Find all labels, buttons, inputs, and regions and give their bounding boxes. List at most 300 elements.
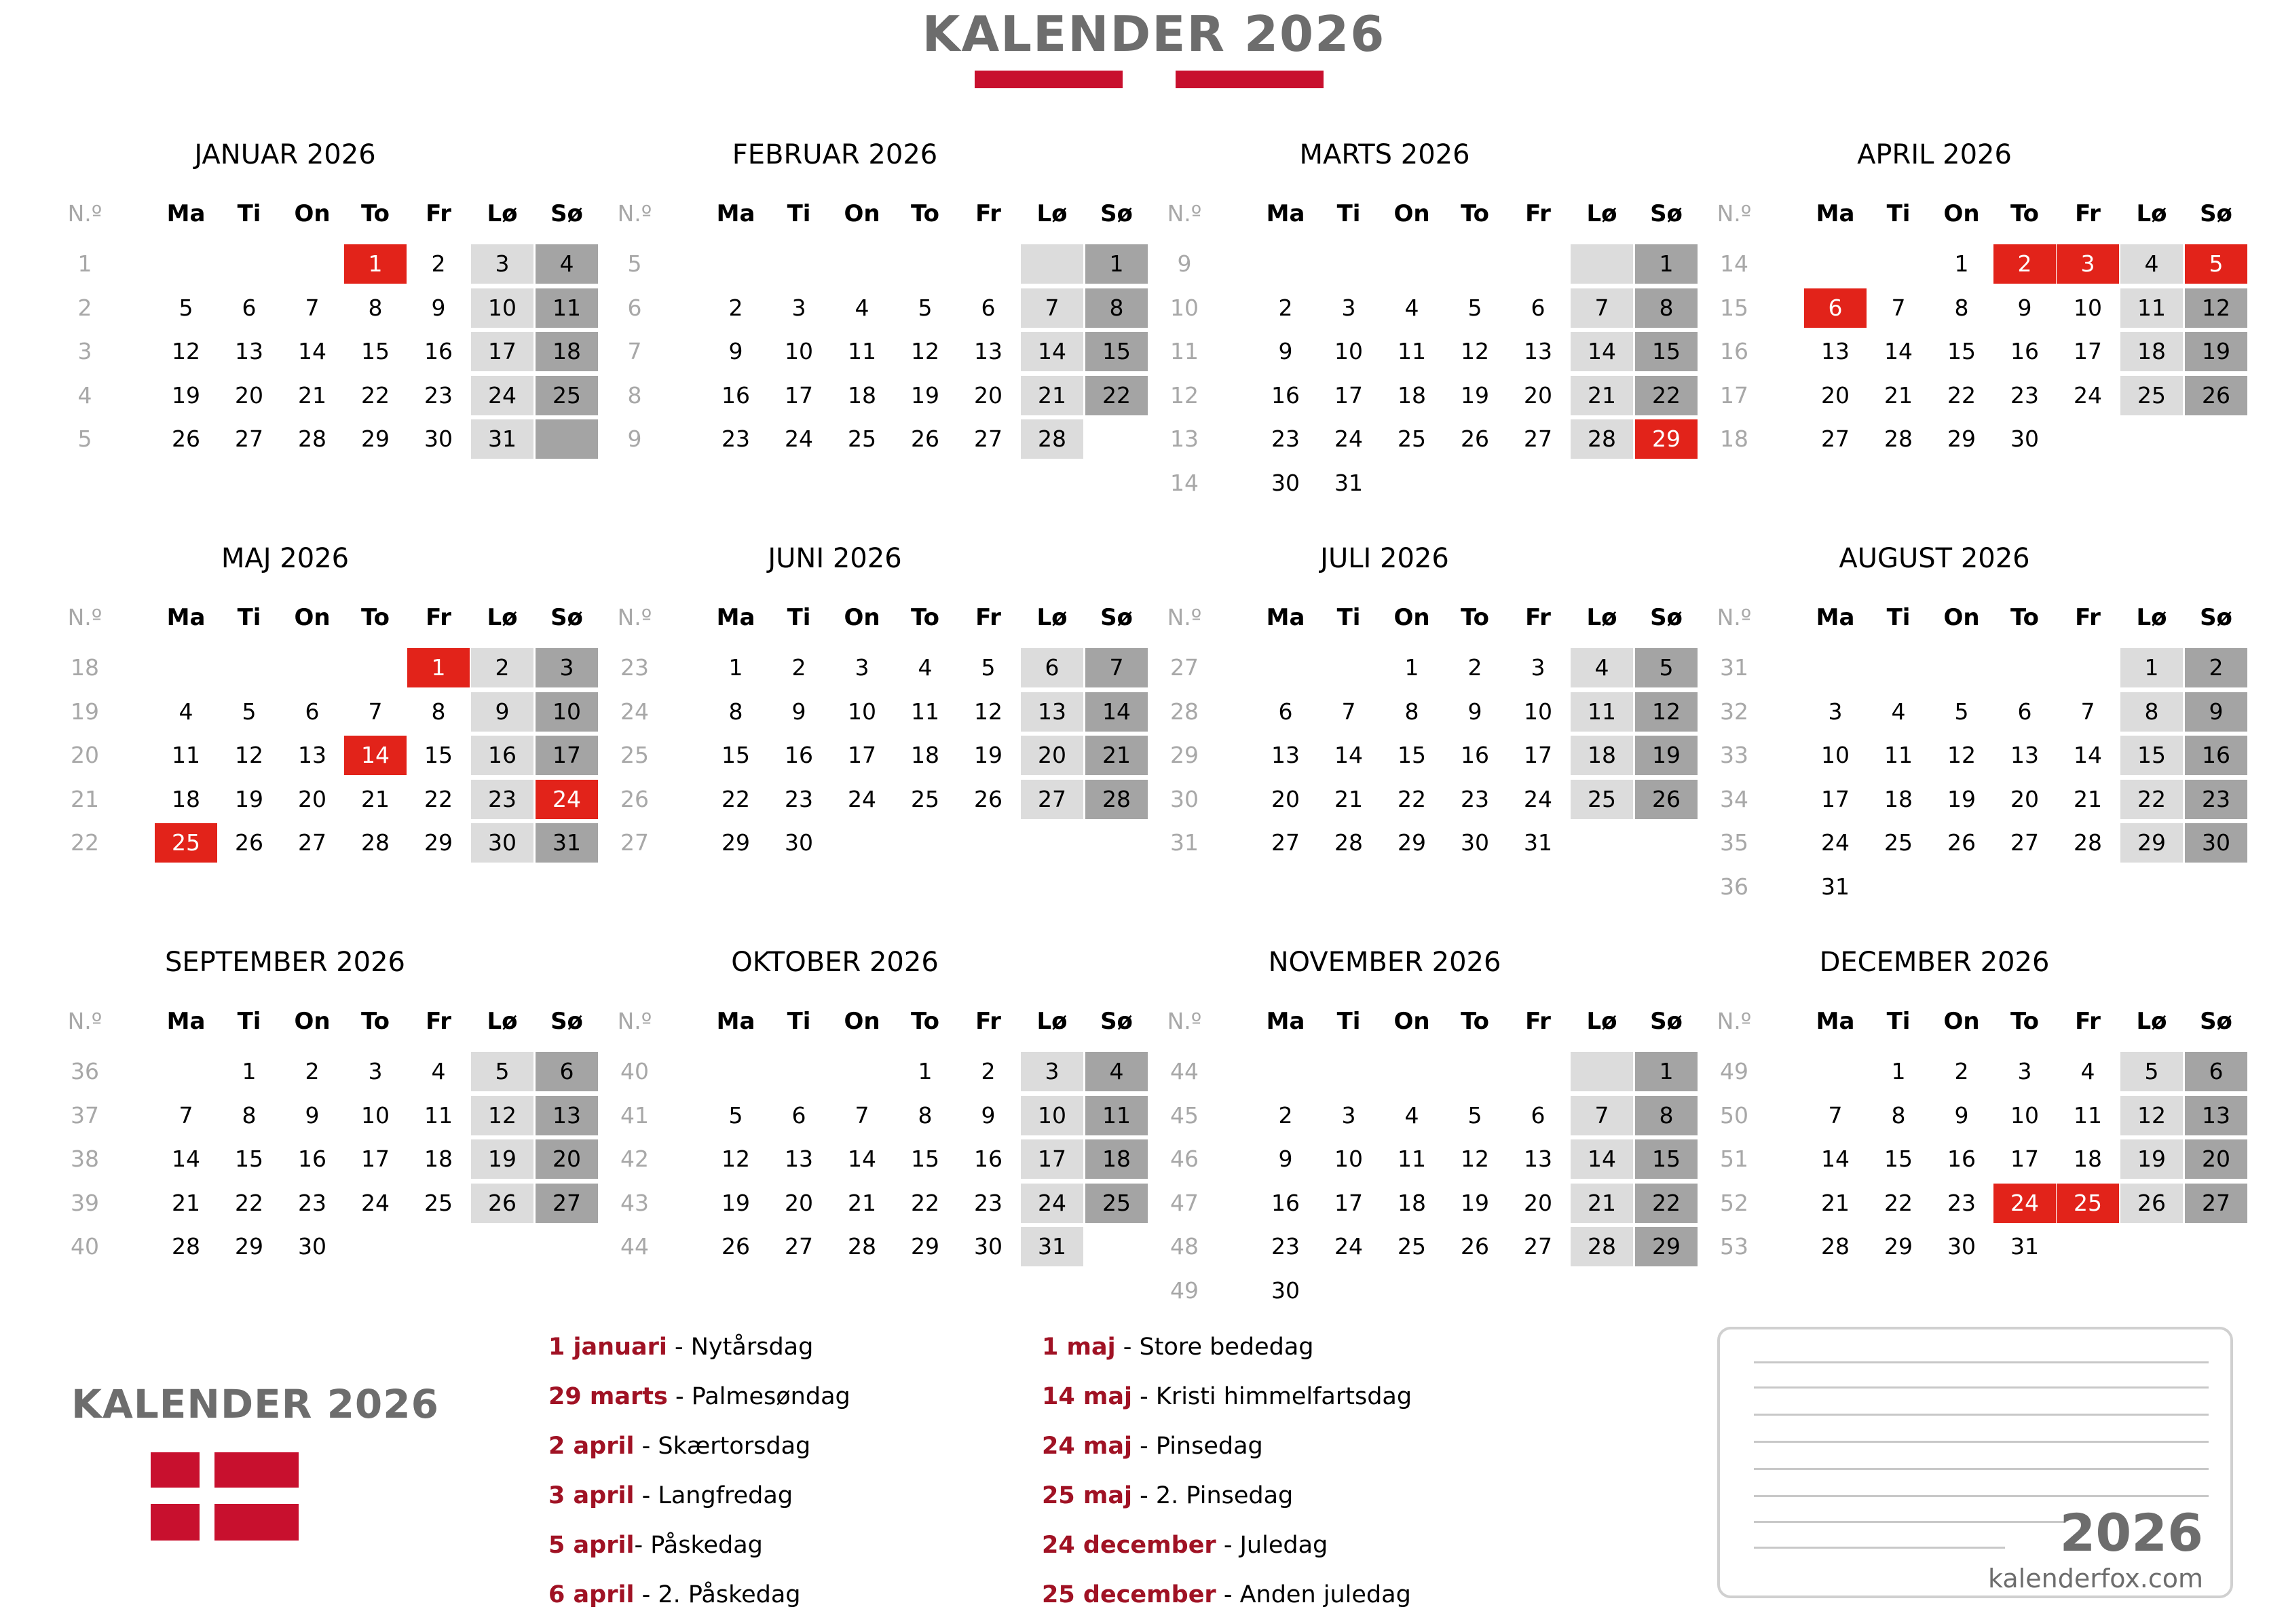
day-cell: 8: [1085, 288, 1148, 328]
weekday-header: Fr: [975, 604, 1001, 631]
weekday-header: To: [360, 200, 390, 227]
day-cell: 9: [1467, 698, 1482, 725]
weekday-header: Sø: [550, 604, 583, 631]
day-cell: 17: [471, 332, 533, 371]
day-cell: 27: [785, 1233, 813, 1260]
day-cell: 25: [1571, 780, 1633, 819]
week-number: 39: [71, 1189, 99, 1216]
week-number: 30: [1170, 785, 1199, 812]
day-cell: 28: [2074, 829, 2102, 856]
weekday-header: Ti: [787, 200, 811, 227]
day-cell: 16: [298, 1146, 326, 1172]
day-cell: 2: [2185, 648, 2247, 687]
holiday-date: 1 maj: [1042, 1334, 1116, 1361]
day-cell: 3: [1341, 1101, 1356, 1129]
day-cell: 13: [298, 742, 326, 768]
day-cell: 10: [2010, 1101, 2039, 1129]
day-cell: 30: [974, 1233, 1003, 1260]
day-cell: 11: [424, 1101, 453, 1129]
weekday-header: On: [294, 200, 331, 227]
day-cell: 21: [1821, 1189, 1850, 1216]
weekday-header: To: [1460, 604, 1490, 631]
day-cell: 18: [424, 1146, 453, 1172]
day-cell: 1: [1085, 244, 1148, 284]
day-cell: 19: [1461, 381, 1489, 409]
weekday-header: Lø: [2136, 1008, 2167, 1035]
day-cell: 24: [1524, 785, 1552, 812]
day-cell: 15: [911, 1146, 939, 1172]
day-cell: 26: [1461, 426, 1489, 452]
holiday-name: - Anden juledag: [1216, 1581, 1411, 1608]
day-cell: 13: [1524, 1146, 1552, 1172]
day-cell: 1: [1404, 654, 1419, 681]
holiday-name: - Pinsedag: [1131, 1433, 1263, 1460]
month-title: APRIL 2026: [1857, 139, 2012, 170]
day-cell: 31: [1021, 1227, 1083, 1266]
day-cell: 2: [471, 648, 533, 687]
day-cell: 21: [1884, 381, 1913, 409]
day-cell: 30: [471, 823, 533, 863]
day-cell: 7: [2080, 698, 2095, 725]
day-cell: 11: [1571, 692, 1633, 732]
holiday-name: - Kristi himmelfartsdag: [1131, 1383, 1412, 1410]
weekday-header: Lø: [487, 1008, 518, 1035]
day-cell: 28: [1571, 1227, 1633, 1266]
weekday-header: To: [360, 1008, 390, 1035]
week-number: 26: [620, 785, 649, 812]
day-cell: 15: [1884, 1146, 1913, 1172]
day-cell: 31: [471, 419, 533, 459]
day-cell: 18: [1884, 785, 1913, 812]
day-cell: 24: [2074, 381, 2102, 409]
holiday-date: 14 maj: [1042, 1383, 1132, 1410]
day-cell: 11: [1085, 1096, 1148, 1135]
week-number: 22: [71, 829, 99, 856]
weekday-header: Sø: [1650, 604, 1683, 631]
holiday-date: 25 maj: [1042, 1482, 1132, 1509]
day-cell: 21: [1334, 785, 1363, 812]
day-cell: 26: [471, 1184, 533, 1223]
month-title: MAJ 2026: [221, 543, 350, 574]
day-cell: 16: [471, 736, 533, 775]
day-cell: 13: [1021, 692, 1083, 732]
title-accent-bar-left: [975, 71, 1123, 88]
day-cell: 4: [855, 294, 869, 321]
day-cell: 25: [536, 376, 598, 415]
week-number: 46: [1170, 1146, 1199, 1172]
day-cell: 9: [1954, 1101, 1969, 1129]
day-cell: 1: [344, 244, 407, 284]
weekday-header: Ti: [237, 200, 261, 227]
day-cell: 1: [1635, 244, 1698, 284]
day-cell: 11: [1398, 1146, 1426, 1172]
day-cell: 2: [1278, 1101, 1293, 1129]
day-cell: 16: [1947, 1146, 1976, 1172]
day-cell: 18: [911, 742, 939, 768]
day-cell: 26: [1461, 1233, 1489, 1260]
day-cell: 29: [235, 1233, 263, 1260]
day-cell: 12: [2185, 288, 2247, 328]
day-cell: 23: [1461, 785, 1489, 812]
holiday-date: 24 december: [1042, 1532, 1216, 1559]
day-cell: 1: [1635, 1052, 1698, 1091]
day-cell: 26: [722, 1233, 750, 1260]
weekday-header: To: [2010, 1008, 2040, 1035]
holiday-list-right: [1042, 1327, 1412, 1624]
holiday-name: - Store bededag: [1115, 1334, 1314, 1361]
week-number: 35: [1720, 829, 1748, 856]
day-cell: 9: [791, 698, 806, 725]
day-cell: 5: [1467, 294, 1482, 321]
day-cell: 24: [785, 426, 813, 452]
weekday-header: Fr: [2075, 1008, 2101, 1035]
day-cell: 14: [1334, 742, 1363, 768]
week-number-header: N.º: [1167, 200, 1202, 227]
day-cell: 19: [722, 1189, 750, 1216]
day-cell: 11: [911, 698, 939, 725]
day-cell: 28: [361, 829, 390, 856]
week-number-header: N.º: [1167, 1008, 1202, 1034]
day-cell: 22: [911, 1189, 939, 1216]
day-cell: 1: [1891, 1058, 1906, 1084]
day-cell: 20: [235, 381, 263, 409]
weekday-header: Sø: [1100, 200, 1133, 227]
day-cell: 16: [424, 338, 453, 364]
weekday-header: Fr: [426, 200, 451, 227]
day-cell: 25: [1085, 1184, 1148, 1223]
day-cell: 1: [2120, 648, 2183, 687]
day-cell: 30: [298, 1233, 326, 1260]
weekday-header: Lø: [1586, 200, 1617, 227]
day-cell: 28: [848, 1233, 876, 1260]
day-cell: 15: [2120, 736, 2183, 775]
day-cell: 8: [2120, 692, 2183, 732]
week-number-header: N.º: [1717, 604, 1752, 630]
day-cell: 12: [1461, 338, 1489, 364]
day-cell: 9: [728, 338, 743, 364]
day-cell: 29: [2120, 823, 2183, 863]
day-cell: 1: [407, 648, 470, 687]
day-cell: 12: [911, 338, 939, 364]
week-number: 27: [1170, 654, 1199, 681]
week-number: 11: [1170, 338, 1199, 364]
day-cell: 6: [536, 1052, 598, 1091]
weekday-header: Ti: [1886, 604, 1911, 631]
day-cell: 11: [2120, 288, 2183, 328]
day-cell: 27: [1821, 426, 1850, 452]
week-number: 43: [620, 1189, 649, 1216]
day-cell: 29: [1884, 1233, 1913, 1260]
weekday-header: Sø: [2200, 604, 2232, 631]
day-cell: 17: [848, 742, 876, 768]
day-cell: 21: [1571, 1184, 1633, 1223]
day-cell: 10: [1334, 1146, 1363, 1172]
weekday-header: To: [910, 1008, 940, 1035]
day-cell: 27: [1524, 1233, 1552, 1260]
day-cell: 15: [1085, 332, 1148, 371]
weekday-header: Ti: [787, 604, 811, 631]
day-cell: 20: [1524, 1189, 1552, 1216]
day-cell: 16: [785, 742, 813, 768]
day-cell: 22: [424, 785, 453, 812]
weekday-header: Ti: [787, 1008, 811, 1035]
day-cell: 1: [728, 654, 743, 681]
day-cell: 23: [1947, 1189, 1976, 1216]
weekday-header: Fr: [2075, 200, 2101, 227]
day-cell: 23: [1271, 1233, 1300, 1260]
day-cell: 20: [536, 1139, 598, 1179]
weekday-header: Ma: [716, 604, 755, 631]
day-cell: 17: [1334, 1189, 1363, 1216]
day-cell: 19: [911, 381, 939, 409]
day-cell: 20: [785, 1189, 813, 1216]
weekday-header: Ma: [1266, 1008, 1305, 1035]
bottom-title: KALENDER 2026: [71, 1381, 439, 1427]
week-number: 36: [1720, 873, 1748, 900]
day-cell: 8: [1404, 698, 1419, 725]
day-cell: 30: [424, 426, 453, 452]
weekday-header: On: [294, 604, 331, 631]
week-number: 31: [1170, 829, 1199, 856]
day-cell: 15: [722, 742, 750, 768]
day-cell: 2: [981, 1058, 996, 1084]
day-cell: 21: [1021, 376, 1083, 415]
day-cell: 19: [471, 1139, 533, 1179]
day-cell: 9: [1278, 1146, 1293, 1172]
weekday-header: To: [910, 200, 940, 227]
day-cell: 26: [1635, 780, 1698, 819]
day-cell: 5: [918, 294, 933, 321]
day-cell: 17: [1021, 1139, 1083, 1179]
weekday-header: Fr: [426, 1008, 451, 1035]
day-cell: 9: [1278, 338, 1293, 364]
day-cell: 29: [1398, 829, 1426, 856]
weekday-header: Ma: [166, 200, 206, 227]
week-number: 47: [1170, 1189, 1199, 1216]
day-cell: 2: [791, 654, 806, 681]
day-cell: 13: [235, 338, 263, 364]
day-cell: 26: [235, 829, 263, 856]
week-number: 44: [620, 1233, 649, 1260]
holiday-name: - Påskedag: [634, 1532, 763, 1559]
weekday-header: Fr: [1525, 200, 1551, 227]
weekday-header: Lø: [487, 604, 518, 631]
week-number-header: N.º: [1167, 604, 1202, 630]
day-cell: 5: [981, 654, 996, 681]
day-cell: 17: [1524, 742, 1552, 768]
day-cell: 3: [1828, 698, 1843, 725]
week-number: 32: [1720, 698, 1748, 725]
weekday-header: Ma: [166, 1008, 206, 1035]
day-cell: 2: [1993, 244, 2056, 284]
day-cell: 4: [2080, 1058, 2095, 1084]
day-cell: 26: [2120, 1184, 2183, 1223]
holiday-date: 1 januari: [548, 1334, 667, 1361]
day-cell: 18: [2120, 332, 2183, 371]
day-cell: 26: [911, 426, 939, 452]
day-cell: 26: [172, 426, 200, 452]
holiday-name: - Palmesøndag: [667, 1383, 850, 1410]
day-cell: 10: [361, 1101, 390, 1129]
day-cell: 3: [791, 294, 806, 321]
week-number: 45: [1170, 1101, 1199, 1129]
day-cell: 22: [1884, 1189, 1913, 1216]
day-cell: 3: [2057, 244, 2119, 284]
day-cell: 10: [1334, 338, 1363, 364]
day-cell: 14: [172, 1146, 200, 1172]
week-number: 17: [1720, 381, 1748, 409]
day-cell: 11: [536, 288, 598, 328]
holiday-date: 3 april: [548, 1482, 635, 1509]
day-cell: 4: [1571, 648, 1633, 687]
weekday-header: Lø: [487, 200, 518, 227]
day-cell: 21: [298, 381, 326, 409]
day-cell: 5: [1635, 648, 1698, 687]
day-cell: 8: [368, 294, 383, 321]
holiday-entry: [548, 1574, 850, 1624]
day-cell: 9: [2185, 692, 2247, 732]
day-cell: 23: [974, 1189, 1003, 1216]
week-number: 18: [71, 654, 99, 681]
weekday-header: Lø: [2136, 604, 2167, 631]
day-cell: 6: [1531, 1101, 1545, 1129]
day-cell: 6: [305, 698, 320, 725]
day-cell: 14: [848, 1146, 876, 1172]
weekday-header: On: [1943, 604, 1980, 631]
day-cell: 8: [1635, 1096, 1698, 1135]
notes-website: kalenderfox.com: [1988, 1564, 2203, 1593]
day-cell: 9: [981, 1101, 996, 1129]
weekday-header: Sø: [550, 200, 583, 227]
week-number: 36: [71, 1058, 99, 1084]
weekday-header: Ti: [237, 1008, 261, 1035]
day-cell: 23: [471, 780, 533, 819]
day-cell: 19: [2185, 332, 2247, 371]
weekday-header: On: [1393, 1008, 1430, 1035]
day-cell: 4: [536, 244, 598, 284]
day-cell: 24: [471, 376, 533, 415]
day-cell: 7: [1828, 1101, 1843, 1129]
day-cell: 2: [431, 250, 446, 277]
weekday-header: To: [910, 604, 940, 631]
holiday-entry: [1042, 1376, 1412, 1426]
day-cell: 15: [361, 338, 390, 364]
day-cell: 18: [172, 785, 200, 812]
week-number-header: N.º: [617, 1008, 652, 1034]
week-number: 8: [627, 381, 642, 409]
day-cell: 22: [722, 785, 750, 812]
holiday-entry: [548, 1376, 850, 1426]
day-cell: 5: [471, 1052, 533, 1091]
day-cell: 6: [981, 294, 996, 321]
day-cell: 4: [918, 654, 933, 681]
weekday-header: On: [844, 604, 880, 631]
day-cell: 21: [361, 785, 390, 812]
day-cell: 16: [1271, 381, 1300, 409]
week-number: 2: [77, 294, 92, 321]
day-cell: 6: [242, 294, 257, 321]
weekday-header: Ma: [716, 1008, 755, 1035]
week-number: 51: [1720, 1146, 1748, 1172]
day-cell: 30: [2010, 426, 2039, 452]
day-cell: 12: [235, 742, 263, 768]
day-cell: 20: [974, 381, 1003, 409]
weekday-header: Ma: [1816, 200, 1855, 227]
day-cell: 7: [368, 698, 383, 725]
holiday-entry: [1042, 1574, 1412, 1624]
week-number: 40: [71, 1233, 99, 1260]
day-cell: 31: [536, 823, 598, 863]
day-cell: 10: [785, 338, 813, 364]
week-number: 5: [77, 426, 92, 452]
weekday-header: Lø: [1036, 200, 1068, 227]
day-cell: 7: [305, 294, 320, 321]
day-cell: 1: [242, 1058, 257, 1084]
week-number: 7: [627, 338, 642, 364]
day-cell: 25: [155, 823, 217, 863]
day-cell: 30: [785, 829, 813, 856]
weekday-header: Sø: [1650, 1008, 1683, 1035]
day-cell: 8: [242, 1101, 257, 1129]
week-number: 5: [627, 250, 642, 277]
holiday-date: 24 maj: [1042, 1433, 1132, 1460]
day-cell: 17: [2010, 1146, 2039, 1172]
day-cell: 10: [848, 698, 876, 725]
day-cell: 7: [855, 1101, 869, 1129]
day-cell: 15: [235, 1146, 263, 1172]
day-cell: 27: [1271, 829, 1300, 856]
weekday-header: On: [844, 200, 880, 227]
day-cell: 12: [1947, 742, 1976, 768]
day-cell: 12: [2120, 1096, 2183, 1135]
day-cell: 17: [1334, 381, 1363, 409]
week-number: 18: [1720, 426, 1748, 452]
weekday-header: Fr: [975, 200, 1001, 227]
day-cell: 31: [2010, 1233, 2039, 1260]
week-number: 33: [1720, 742, 1748, 768]
day-cell: 21: [1571, 376, 1633, 415]
day-cell: 20: [1021, 736, 1083, 775]
holiday-entry: [548, 1525, 850, 1574]
day-cell: 27: [1524, 426, 1552, 452]
day-cell: 11: [2074, 1101, 2102, 1129]
day-cell: 28: [298, 426, 326, 452]
day-cell: 3: [855, 654, 869, 681]
week-number: 9: [1177, 250, 1192, 277]
day-cell: 27: [536, 1184, 598, 1223]
day-cell: 25: [1884, 829, 1913, 856]
day-cell: 11: [1398, 338, 1426, 364]
week-number: 42: [620, 1146, 649, 1172]
weekday-header: Ma: [1816, 604, 1855, 631]
day-cell: 7: [1021, 288, 1083, 328]
weekday-header: Fr: [426, 604, 451, 631]
day-cell: 4: [2120, 244, 2183, 284]
weekday-header: Fr: [2075, 604, 2101, 631]
week-number: 6: [627, 294, 642, 321]
month-title: NOVEMBER 2026: [1268, 947, 1501, 978]
day-cell: 18: [2074, 1146, 2102, 1172]
holiday-entry: [548, 1426, 850, 1475]
week-number: 49: [1720, 1058, 1748, 1084]
day-cell: 25: [2057, 1184, 2119, 1223]
week-number: 37: [71, 1101, 99, 1129]
day-cell: 28: [1571, 419, 1633, 459]
day-cell: 4: [431, 1058, 446, 1084]
day-cell: 23: [785, 785, 813, 812]
weekday-header: Ma: [1266, 200, 1305, 227]
day-cell: 10: [1821, 742, 1850, 768]
